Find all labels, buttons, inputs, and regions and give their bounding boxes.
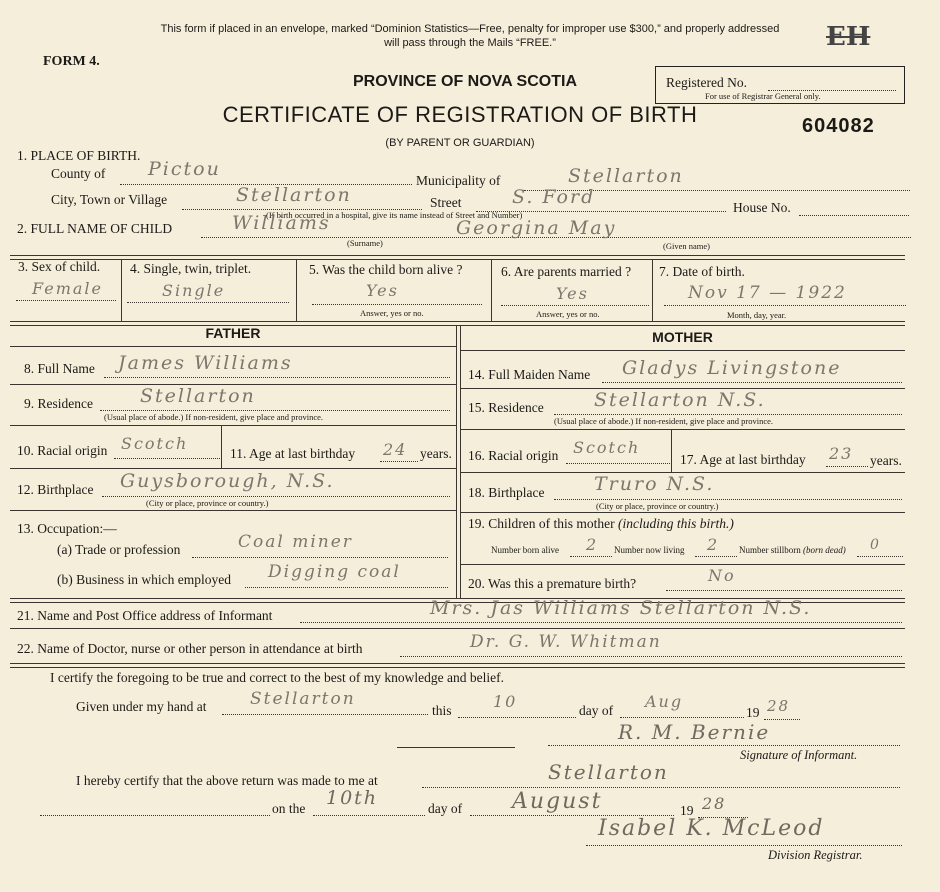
father-name-label: 8. Full Name: [24, 361, 95, 376]
mother-age: 23: [829, 444, 854, 463]
born-alive-count: 2: [586, 535, 599, 554]
mother-residence: Stellarton N.S.: [594, 389, 766, 411]
registrar-place: Stellarton: [548, 760, 669, 784]
mother-residence-caption: (Usual place of abode.) If non-resident, give place and province.: [554, 416, 774, 426]
date-of-birth-label: 7. Date of birth.: [659, 264, 745, 279]
premature-label: 20. Was this a premature birth?: [468, 576, 637, 591]
given-this-label: this: [432, 703, 452, 718]
father-birthplace-caption: (City or place, province or country.): [146, 498, 269, 508]
registrar-month: August: [512, 789, 603, 814]
father-residence: Stellarton: [140, 385, 256, 407]
mother-birthplace-caption: (City or place, province or country.): [596, 501, 719, 511]
given-day-of-label: day of: [579, 703, 614, 718]
father-origin-label: 10. Racial origin: [17, 443, 108, 458]
sex-label: 3. Sex of child.: [18, 259, 101, 274]
mother-residence-label: 15. Residence: [468, 400, 544, 415]
surname-caption: (Surname): [347, 238, 383, 248]
business-value: Digging coal: [268, 562, 401, 582]
given-year: 28: [767, 697, 791, 715]
children-label: 19. Children of this mother (including this birth.): [468, 516, 734, 531]
registrar-day: 10th: [326, 787, 379, 809]
father-birthplace: Guysborough, N.S.: [120, 470, 335, 492]
county-value: Pictou: [148, 158, 221, 180]
father-heading: FATHER: [205, 325, 261, 341]
form-number: FORM 4.: [43, 54, 100, 69]
given-at-place: Stellarton: [250, 689, 356, 709]
certificate-number: 604082: [802, 115, 875, 137]
registrar-day-of-label: day of: [428, 801, 463, 816]
mother-heading: MOTHER: [652, 329, 713, 345]
place-of-birth-label: 1. PLACE OF BIRTH.: [17, 148, 141, 163]
plurality-label: 4. Single, twin, triplet.: [130, 261, 252, 276]
born-alive-value: Yes: [366, 281, 399, 300]
city-value: Stellarton: [236, 184, 352, 206]
province-heading: PROVINCE OF NOVA SCOTIA: [352, 73, 577, 90]
father-name: James Williams: [118, 352, 293, 374]
city-label: City, Town or Village: [51, 192, 168, 207]
municipality-value: Stellarton: [568, 165, 684, 187]
now-living-label: Number now living: [614, 545, 685, 555]
registrar-caption: Division Registrar.: [768, 848, 863, 862]
informant-value: Mrs. Jas Williams Stellarton N.S.: [430, 597, 812, 619]
given-name-caption: (Given name): [663, 241, 710, 251]
corner-mark: EH: [826, 22, 871, 52]
business-label: (b) Business in which employed: [57, 572, 231, 587]
born-alive-caption: Answer, yes or no.: [360, 308, 424, 318]
child-given-name: Georgina May: [456, 217, 617, 239]
father-years-label: years.: [420, 446, 452, 461]
certification-statement: I certify the foregoing to be true and correct to the best of my knowledge and belief.: [50, 670, 504, 685]
municipality-label: Municipality of: [416, 173, 501, 188]
informant-signature: R. M. Bernie: [618, 720, 771, 744]
mother-name-label: 14. Full Maiden Name: [468, 367, 591, 382]
informant-signature-caption: Signature of Informant.: [740, 748, 858, 762]
hospital-note: (If birth occurred in a hospital, give its name instead of Street and Number): [266, 210, 523, 220]
father-residence-label: 9. Residence: [24, 396, 93, 411]
informant-label: 21. Name and Post Office address of Informant: [17, 608, 273, 623]
stillborn-count: 0: [870, 537, 881, 553]
parents-married-label: 6. Are parents married ?: [501, 264, 632, 279]
mother-birthplace-label: 18. Birthplace: [468, 485, 545, 500]
mother-name: Gladys Livingstone: [622, 357, 842, 379]
parents-married-value: Yes: [556, 284, 589, 303]
date-of-birth-caption: Month, day, year.: [727, 310, 787, 320]
sex-value: Female: [32, 279, 103, 298]
mother-years-label: years.: [870, 453, 902, 468]
premature-value: No: [708, 566, 736, 585]
postage-notice-line-1: This form if placed in an envelope, marked “Dominion Statistics—Free, penalty for improper use $300,” and properly addressed: [160, 23, 780, 35]
registered-number-label: Registered No.: [666, 75, 747, 90]
mother-origin: Scotch: [573, 438, 641, 457]
father-age: 24: [383, 440, 408, 459]
plurality-value: Single: [162, 281, 226, 300]
father-birthplace-label: 12. Birthplace: [17, 482, 94, 497]
county-label: County of: [51, 166, 106, 181]
date-of-birth-value: Nov 17 — 1922: [688, 283, 847, 303]
born-alive-count-label: Number born alive: [491, 545, 559, 555]
stillborn-note: (born dead): [803, 545, 846, 555]
registrar-statement: I hereby certify that the above return was made to me at: [76, 773, 378, 788]
doctor-label: 22. Name of Doctor, nurse or other person in attendance at birth: [17, 641, 363, 656]
registrar-year: 28: [702, 794, 727, 813]
registrar-on-the-label: on the: [272, 801, 306, 816]
mother-origin-label: 16. Racial origin: [468, 448, 559, 463]
mother-age-label: 17. Age at last birthday: [680, 452, 806, 467]
street-label: Street: [430, 195, 462, 210]
doctor-value: Dr. G. W. Whitman: [470, 632, 662, 652]
given-month: Aug: [645, 692, 684, 711]
given-year-prefix: 19: [746, 705, 760, 720]
stillborn-label: Number stillborn (born dead): [739, 545, 846, 555]
parents-married-caption: Answer, yes or no.: [536, 309, 600, 319]
father-age-label: 11. Age at last birthday: [230, 446, 356, 461]
street-value: S. Ford: [512, 186, 596, 208]
children-note: (including this birth.): [617, 516, 734, 531]
certificate-title: CERTIFICATE OF REGISTRATION OF BIRTH: [222, 102, 698, 127]
postage-notice-line-2: will pass through the Mails “FREE.”: [384, 37, 556, 49]
given-day: 10: [493, 692, 518, 711]
now-living-count: 2: [707, 535, 720, 554]
mother-birthplace: Truro N.S.: [594, 473, 715, 495]
child-name-label: 2. FULL NAME OF CHILD: [17, 221, 173, 236]
born-alive-label: 5. Was the child born alive ?: [309, 262, 463, 277]
father-origin: Scotch: [121, 434, 189, 453]
trade-label: (a) Trade or profession: [57, 542, 181, 557]
given-at-label: Given under my hand at: [76, 699, 207, 714]
registrar-signature: Isabel K. McLeod: [598, 816, 825, 841]
child-surname: Williams: [232, 212, 331, 234]
occupation-label: 13. Occupation:—: [17, 521, 117, 536]
registration-box: [655, 66, 905, 104]
father-residence-caption: (Usual place of abode.) If non-resident, give place and province.: [104, 412, 324, 422]
house-number-label: House No.: [733, 200, 791, 215]
certificate-subtitle: (BY PARENT OR GUARDIAN): [385, 137, 535, 149]
registrar-use-note: For use of Registrar General only.: [705, 91, 821, 101]
trade-value: Coal miner: [238, 532, 353, 552]
registrar-year-prefix: 19: [680, 803, 694, 818]
